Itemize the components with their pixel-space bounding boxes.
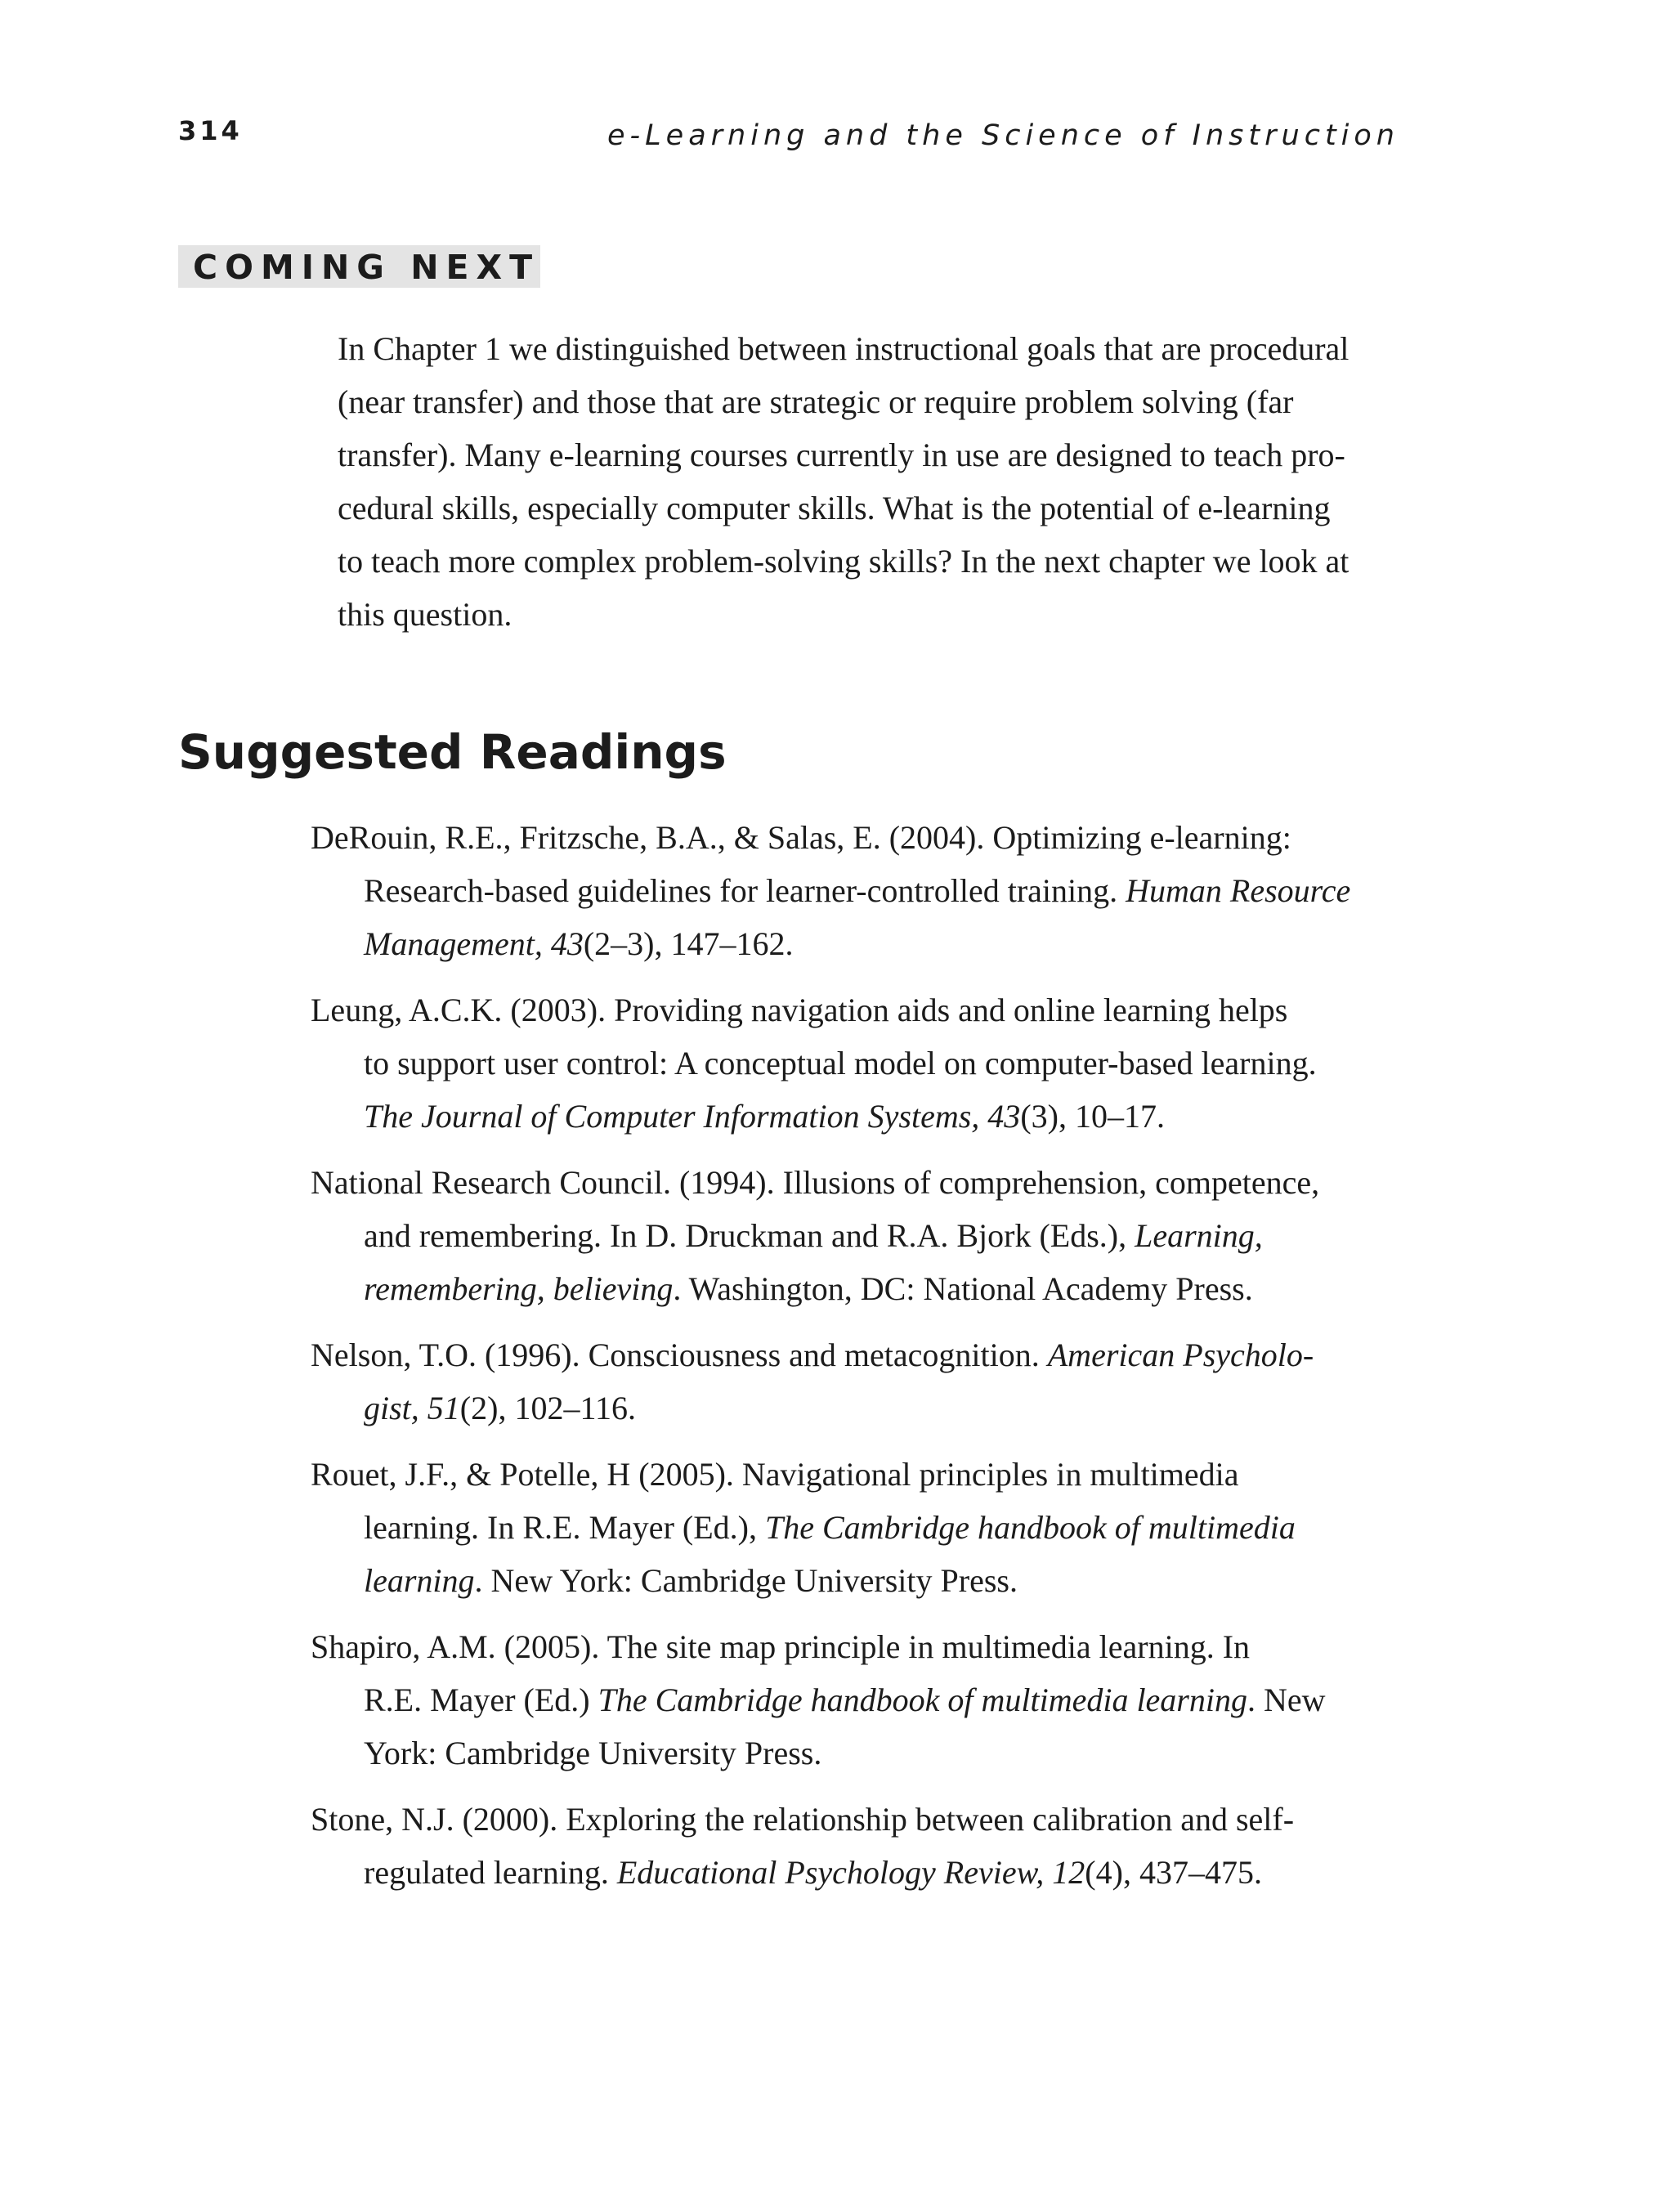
reference-item — [311, 1620, 1455, 1780]
reference-italic-text: Management, 43 — [364, 925, 584, 962]
reference-italic-text: gist, 51 — [364, 1390, 460, 1426]
reference-text: (2–3), 147–162. — [583, 925, 794, 962]
paragraph-line: (near transfer) and those that are strategic or require problem solving (far — [338, 383, 1294, 420]
reference-item — [311, 811, 1455, 970]
reference-line — [311, 1554, 1455, 1607]
reference-text: National Research Council. (1994). Illusions of comprehension, competence, — [311, 1164, 1320, 1201]
reference-line — [311, 1262, 1455, 1315]
reference-text: (2), 102–116. — [459, 1390, 636, 1426]
coming-next-label-text: COMING NEXT — [193, 248, 540, 287]
reference-line — [311, 1328, 1455, 1381]
reference-text: . New — [1247, 1681, 1326, 1718]
paragraph-line: this question. — [338, 596, 512, 633]
reference-text: (3), 10–17. — [1020, 1098, 1165, 1135]
reference-text: Leung, A.C.K. (2003). Providing navigation aids and online learning helps — [311, 992, 1288, 1028]
reference-text: regulated learning. — [364, 1854, 617, 1891]
reference-line — [311, 1090, 1455, 1143]
paragraph-line: transfer). Many e-learning courses currently in use are designed to teach pro- — [338, 437, 1345, 473]
paragraph-line: cedural skills, especially computer skills. What is the potential of e-learning — [338, 490, 1331, 526]
reference-italic-text: learning — [364, 1562, 475, 1599]
reference-item — [311, 1328, 1455, 1435]
reference-italic-text: The Cambridge handbook of multimedia learning — [598, 1681, 1247, 1718]
reference-italic-text: Educational Psychology Review, 12 — [616, 1854, 1085, 1891]
reference-line — [311, 1037, 1455, 1090]
reference-text: Nelson, T.O. (1996). Consciousness and metacognition. — [311, 1337, 1048, 1373]
reference-italic-text: The Journal of Computer Information Systems, 43 — [364, 1098, 1021, 1135]
reference-line — [311, 1381, 1455, 1435]
reference-text: (4), 437–475. — [1085, 1854, 1262, 1891]
reference-text: Research-based guidelines for learner-controlled training. — [364, 872, 1126, 909]
reference-line — [311, 864, 1455, 917]
reference-line — [311, 1156, 1455, 1209]
reference-line — [311, 1620, 1455, 1673]
reference-text: to support user control: A conceptual model on computer-based learning. — [364, 1045, 1317, 1081]
reference-line — [311, 1448, 1455, 1501]
reference-item — [311, 1793, 1455, 1899]
reference-italic-text: Human Resource — [1126, 872, 1351, 909]
reference-line — [311, 1846, 1455, 1899]
reference-text: R.E. Mayer (Ed.) — [364, 1681, 598, 1718]
reference-text: Stone, N.J. (2000). Exploring the relationship between calibration and self- — [311, 1801, 1295, 1838]
page-number: 314 — [178, 115, 243, 146]
reference-line — [311, 1793, 1455, 1846]
coming-next-label — [178, 245, 540, 288]
reference-text: learning. In R.E. Mayer (Ed.), — [364, 1509, 765, 1546]
reference-line — [311, 1501, 1455, 1554]
reference-text: York: Cambridge University Press. — [364, 1735, 822, 1771]
reference-line — [311, 983, 1455, 1037]
reference-italic-text: Learning, — [1135, 1217, 1263, 1254]
reference-text: . Washington, DC: National Academy Press. — [673, 1270, 1253, 1307]
reference-line — [311, 811, 1455, 864]
paragraph-line: to teach more complex problem-solving skills? In the next chapter we look at — [338, 543, 1349, 580]
reference-italic-text: American Psycholo- — [1047, 1337, 1314, 1373]
reference-text: Shapiro, A.M. (2005). The site map principle in multimedia learning. In — [311, 1628, 1251, 1665]
running-head-title: e-Learning and the Science of Instruction — [607, 119, 1399, 152]
reference-line — [311, 1673, 1455, 1726]
reference-text: . New York: Cambridge University Press. — [474, 1562, 1018, 1599]
reference-item — [311, 1448, 1455, 1607]
reference-italic-text: remembering, believing — [364, 1270, 674, 1307]
reference-italic-text: The Cambridge handbook of multimedia — [764, 1509, 1296, 1546]
reference-line — [311, 1726, 1455, 1780]
reference-item — [311, 983, 1455, 1143]
reference-item — [311, 1156, 1455, 1315]
paragraph-line: In Chapter 1 we distinguished between instructional goals that are procedural — [338, 330, 1349, 367]
reference-line — [311, 1209, 1455, 1262]
reference-text: Rouet, J.F., & Potelle, H (2005). Navigational principles in multimedia — [311, 1456, 1239, 1493]
reference-line — [311, 917, 1455, 970]
coming-next-paragraph — [338, 322, 1400, 641]
reference-list — [311, 811, 1455, 1912]
reference-text: and remembering. In D. Druckman and R.A. Bjork (Eds.), — [364, 1217, 1135, 1254]
reference-text: DeRouin, R.E., Fritzsche, B.A., & Salas, E. (2004). Optimizing e-learning: — [311, 819, 1291, 856]
suggested-readings-heading: Suggested Readings — [178, 724, 727, 780]
